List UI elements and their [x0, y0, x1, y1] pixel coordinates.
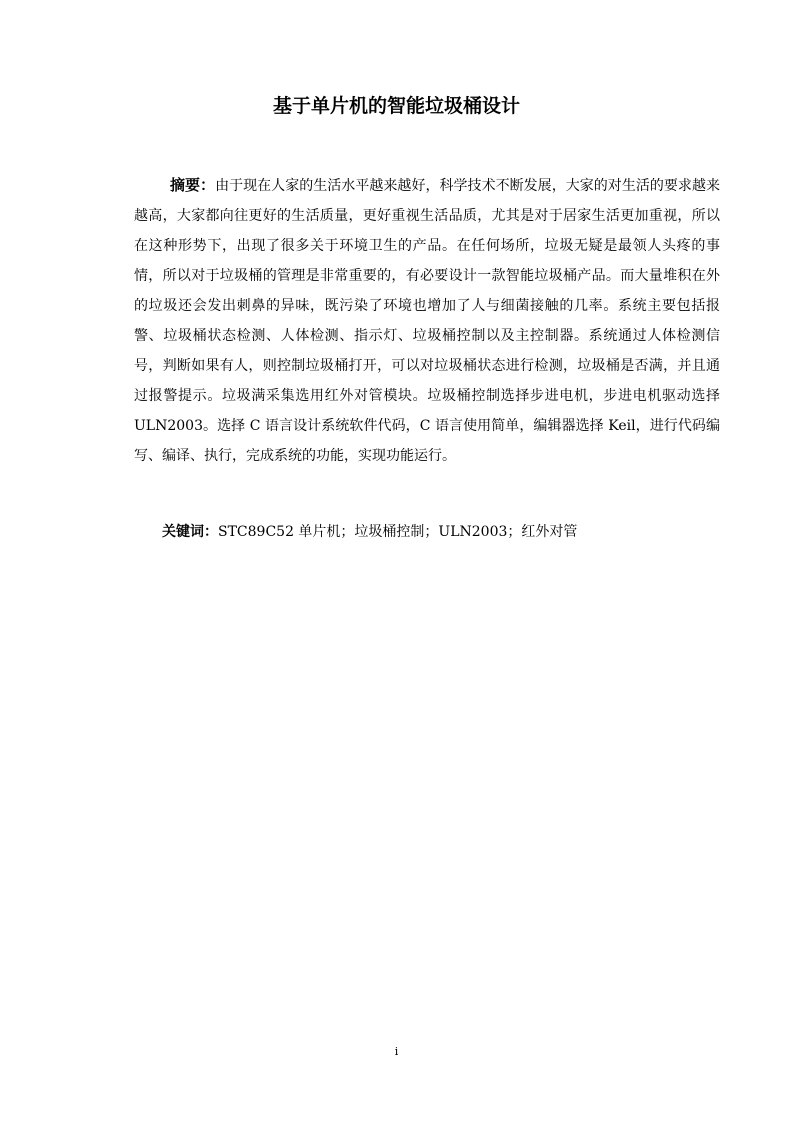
- document-title: 基于单片机的智能垃圾桶设计: [272, 95, 520, 117]
- keywords-text: STC89C52 单片机；垃圾桶控制；ULN2003；红外对管: [218, 524, 578, 540]
- keywords-paragraph: [134, 517, 720, 547]
- abstract-label: 摘要：: [170, 176, 216, 194]
- keywords-label: 关键词：: [162, 524, 218, 540]
- abstract-paragraph: [134, 170, 720, 471]
- abstract-text: 由于现在人家的生活水平越来越好，科学技术不断发展，大家的对生活的要求越来越高，大家都向往更好的生活质量，更好重视生活品质，尤其是对于居家生活更加重视，所以在这种形势下，出现了很多关于环境卫生的产品。在任何场所，垃圾无疑是最领人头疼的事情，所以对于垃圾桶的管理是非常重要的，有必要设计一款智能垃圾桶产品。而大量堆积在外的垃圾还会发出刺鼻的异味，既污染了环境也增加了人与细菌接触的几率。系统主要包括报警、垃圾桶状态检测、人体检测、指示灯、垃圾桶控制以及主控制器。系统通过人体检测信号，判断如果有人，则控制垃圾桶打开，可以对垃圾桶状态进行检测，垃圾桶是否满，并且通过报警提示。垃圾满采集选用红外对管模块。垃圾桶控制选择步进电机，步进电机驱动选择 ULN2003。选择 C 语言设计系统软件代码，C 语言使用简单，编辑器选择 Keil，进行代码编写、编译、执行，完成系统的功能，实现功能运行。: [134, 178, 720, 464]
- page-number: i: [394, 1045, 399, 1058]
